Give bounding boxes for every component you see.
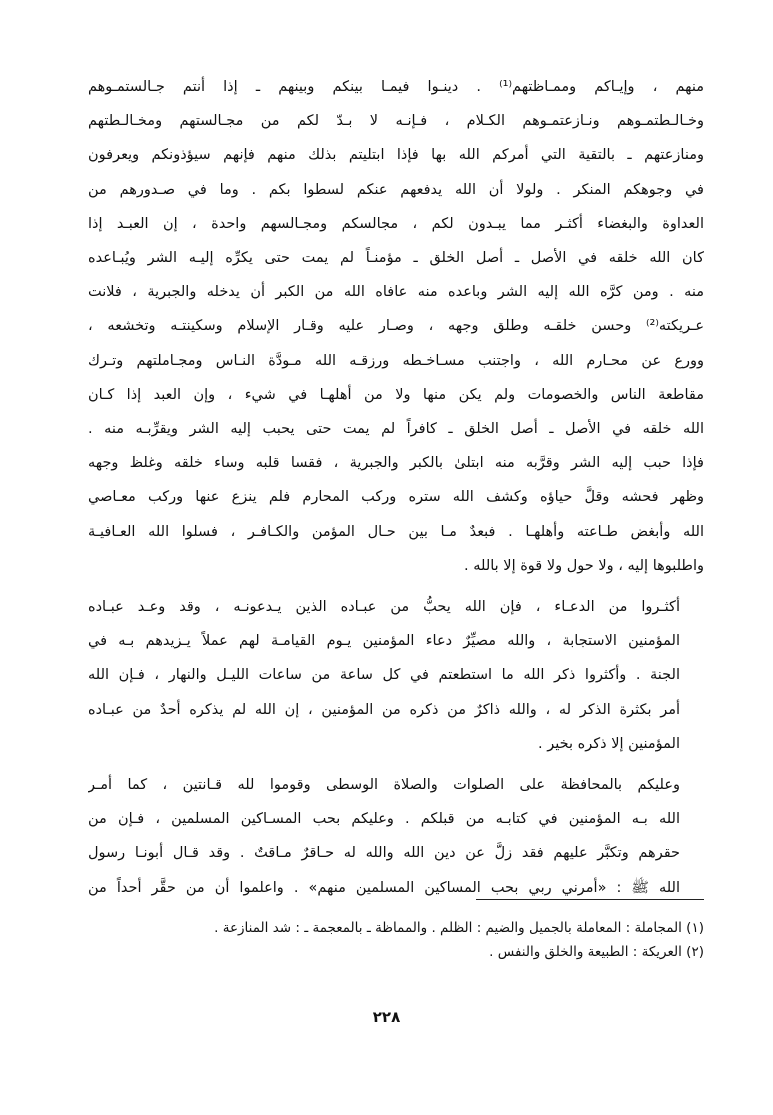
text-line: واطلبوها إليه ، ولا حول ولا قوة إلا بالله .: [464, 557, 704, 574]
paragraph-2: [88, 590, 704, 761]
text-line: الجنة . وأكثروا ذكر الله ما استطعتم في كل ساعة من ساعات الليـل والنهار ، فـإن الله: [88, 667, 680, 684]
footnote-2: (٢) العريكة : الطبيعة والخلق والنفس .: [489, 944, 704, 960]
text-line: وعليكم بالمحافظة على الصلوات والصلاة الوسطى وقوموا لله قـانتين ، كما أمـر: [88, 777, 680, 794]
text-line: فإذا حبب إليه الشر وقرَّبه منه ابتلىٰ بالكبر والجبرية ، فقسا قلبه وساء خلقه وغلظ وجهه: [88, 455, 704, 472]
text-line: في وجوهكم المنكر . ولولا أن الله يدفعهم عنكم لسطوا بكم . وما في صـدورهم من: [88, 181, 704, 198]
footnote-divider: [476, 899, 704, 900]
text-line: المؤمنين إلا ذكره بخير .: [538, 735, 680, 752]
text-line: وظهر فحشه وقلَّ حياؤه وكشف الله ستره وركب المحارم فلم ينزع عنها وركب معـاصي: [88, 489, 704, 506]
text-line: حقرهم وتكبَّر عليهم فقد زلَّ عن دين الله والله له حـاقرٌ مـاقتٌ . وقد قـال أبونـا رسول: [88, 845, 680, 862]
text-line: وخـالـطتمـوهم ونـازعتمـوهم الكـلام ، فـإنـه لا بـدّ لكم من مجـالستهم ومخـالـطتهم: [88, 113, 704, 130]
footnotes: [88, 916, 704, 964]
text-line: كان الله خلقه في الأصل ـ أصل الخلق ـ مؤمنـاً لم يمت حتى يكرِّه إليـه الشر ويُبـاعده: [88, 250, 704, 267]
text-line: منهم ، وإيـاكم وممـاظتهم⁽¹⁾ . دينـوا فيمـا بينكم وبينهم ـ إذا أنتم جـالستمـوهم: [88, 79, 704, 95]
text-line: وورع عن محـارم الله ، واجتنب مسـاخـطه ورزقـه الله مـودَّة النـاس ومجـاملتهم وتـرك: [88, 352, 704, 369]
main-text: [88, 70, 704, 905]
text-line: منه . ومن كرَّه الله إليه الشر وباعده منه عافاه الله من الكبر أن يدخله والجبرية ، فلانت: [88, 284, 704, 301]
text-line: الله ﷺ : «أمرني ربي بحب المساكين المسلمين منهم» . واعلموا أن من حقَّر أحداً من: [88, 879, 680, 896]
text-line: الله بـه المؤمنين في كتابـه من قبلكم . وعليكم بحب المسـاكين المسلمين ، فـإن من: [88, 811, 680, 828]
text-line: أكثـروا من الدعـاء ، فإن الله يحبُّ من عبـاده الذين يـدعونـه ، وقد وعـد عبـاده: [88, 599, 680, 616]
paragraph-1: [88, 70, 704, 583]
text-line: العداوة والبغضاء أكثـر مما يبـدون لكم ، مجالسكم ومجـالسهم واحدة ، إن العبـد إذا: [88, 215, 704, 232]
paragraph-3: [88, 768, 704, 905]
text-line: ومنازعتهم ـ بالتقية التي أمركم الله بها فإذا ابتليتم بذلك منهم فإنهم سيؤذونكم ويعرفون: [88, 147, 704, 164]
text-line: عـريكته⁽²⁾ وحسن خلقـه وطلق وجهه ، وصـار عليه وقـار الإسلام وسكينتـه وتخشعه ،: [88, 318, 704, 335]
text-line: مقاطعة الناس والخصومات ولم يكن منها ولا من أهلهـا في شيء ، وإن العبد إذا كـان: [88, 386, 704, 403]
text-line: المؤمنين الاستجابة ، والله مصيِّرٌ دعاء المؤمنين يـوم القيامـة لهم عملاً يـزيدهم بـه في: [88, 633, 680, 650]
text-line: أمر بكثرة الذكر له ، والله ذاكرٌ من ذكره من المؤمنين ، إن الله لم يذكره أحدٌ من عبـاده: [88, 701, 680, 718]
text-line: الله خلقه في الأصل ـ أصل الخلق ـ كافراً لم يمت حتى يحبب إليه الشر ويقرِّبـه منه .: [88, 421, 704, 438]
text-line: الله وأبغض طـاعته وأهلهـا . فبعدٌ مـا بين حـال المؤمن والكـافـر ، فسلوا الله العـافيـة: [88, 523, 704, 540]
page-number: ٢٢٨: [372, 1008, 401, 1026]
footnote-1: (١) المجاملة : المعاملة بالجميل والضيم : الظلم . والمماظة ـ بالمعجمة ـ : شد المنازعة .: [214, 920, 704, 936]
